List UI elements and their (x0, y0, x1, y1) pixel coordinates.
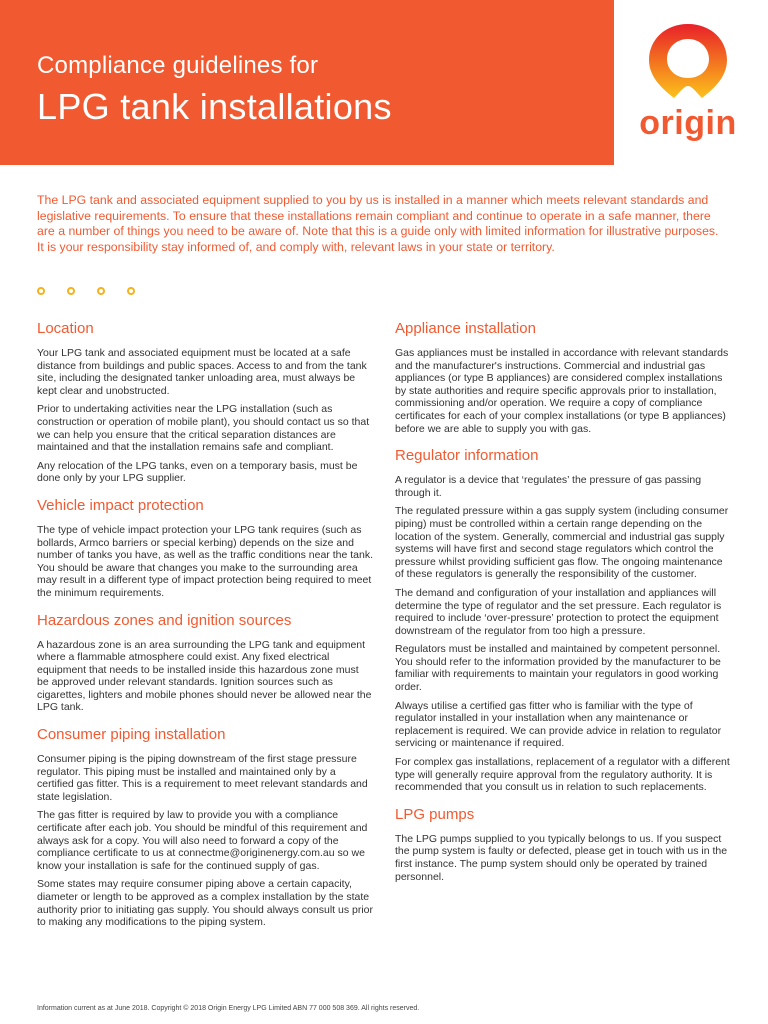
section-heading: Vehicle impact protection (37, 496, 204, 514)
dot-icon (97, 287, 105, 295)
section-heading: Appliance installation (395, 320, 536, 337)
section-heading: LPG pumps (395, 805, 475, 823)
dot-icon (127, 287, 135, 295)
logo-wordmark: origin (639, 104, 737, 142)
section-vehicle-impact (37, 497, 373, 600)
dot-icon (37, 287, 45, 295)
section-regulator-information (395, 447, 731, 794)
section-paragraph: A regulator is a device that ‘regulates’ the pressure of gas passing through it. (395, 474, 702, 499)
section-hazardous-zones (37, 612, 373, 715)
section-paragraph: Any relocation of the LPG tanks, even on a temporary basis, must be done only by your LPG supplier. (37, 459, 358, 485)
intro-paragraph: The LPG tank and associated equipment supplied to you by us is installed in a manner which meets relevant standards and legislative requirements. To ensure that these installations remain compliant and continue to operate in a safe manner, there are a number of things you need to be aware of. Note that this is a guide only with limited information for illustrative purposes. It is your responsibility stay informed of, and comply with, relevant laws in your state or territory. (37, 193, 719, 254)
origin-logo (628, 20, 760, 150)
right-column (395, 320, 731, 895)
section-location (37, 320, 373, 485)
section-paragraph: Consumer piping is the piping downstream of the first stage pressure regulator. This piping must be installed and maintained only by a certified gas fitter. This is a requirement to meet relevant standards and state legislation. (37, 753, 368, 803)
section-heading: Consumer piping installation (37, 726, 226, 744)
section-heading: Hazardous zones and ignition sources (37, 611, 292, 629)
section-paragraph: The demand and configuration of your installation and appliances will determine the type of regulator and the set pressure. Each regulator is required to include ‘over-pressure’ protection to protect the equipment downstream of the regulator from too high a pressure. (395, 586, 722, 637)
section-paragraph: The LPG pumps supplied to you typically belongs to us. If you suspect the pump system is faulty or defected, please get in touch with us in the first instance. The pump system should only be operated by trained personnel. (395, 832, 728, 883)
page-subtitle: Compliance guidelines for (37, 52, 319, 79)
section-consumer-piping (37, 726, 373, 929)
section-paragraph: For complex gas installations, replacement of a regulator with a different type will generally require approval from the regulatory authority. It is recommended that you consult us in relation to such replacements. (395, 756, 730, 794)
section-paragraph: Always utilise a certified gas fitter who is familiar with the type of regulator installed in your installation when any maintenance or replacement is required. We can provide advice in relation to regulator servicing or maintenance if required. (395, 699, 722, 750)
dot-icon (67, 287, 75, 295)
left-column (37, 320, 373, 941)
section-paragraph: The type of vehicle impact protection your LPG tank requires (such as bollards, Armco barriers or special kerbing) depends on the size and number of tanks you have, as well as the traffic conditions near the tank. You should be aware that changes you make to the surrounding area may result in a different type of impact protection being required to meet the minimum requirements. (37, 523, 373, 599)
section-paragraph: A hazardous zone is an area surrounding the LPG tank and equipment where a flammable atmosphere could exist. Any fixed electrical equipment that needs to be installed inside this hazardous zone must be approved under relevant standards. Ignition sources such as cigarettes, lighters and mobile phones should never be allowed near the LPG tank. (37, 638, 372, 714)
section-appliance-installation (395, 320, 731, 435)
section-lpg-pumps (395, 806, 731, 883)
origin-sun-icon (628, 20, 748, 106)
section-paragraph: Your LPG tank and associated equipment must be located at a safe distance from buildings and public spaces. Access to and from the tank site, including the designated tanker unloading area, must always be kept clear and unobstructed. (37, 347, 367, 397)
footer-copyright: Information current as at June 2018. Copyright © 2018 Origin Energy LPG Limited ABN 77 000 508 369. All rights reserved. (37, 1005, 420, 1012)
section-paragraph: The regulated pressure within a gas supply system (including consumer piping) must be controlled within a certain range depending on the location of the system. Generally, commercial and industrial gas supply systems will have first and second stage regulators which control the pressure whilst providing sufficient gas flow. The ongoing maintenance of these regulators is generally the responsibility of the customer. (395, 505, 729, 581)
section-paragraph: Gas appliances must be installed in accordance with relevant standards and the manufacturer's instructions. Commercial and industrial gas appliances (or type B appliances) are considered complex installations by state authorities and require specific approvals prior to installation, commissioning and/or operation. We require a copy of compliance certificates for each of your complex installations (or type B appliances) before we are able to supply you with gas. (395, 347, 729, 435)
section-paragraph: The gas fitter is required by law to provide you with a compliance certificate after each job. You should be mindful of this requirement and always ask for a copy. You will also need to forward a copy of the compliance certificate to us at connectme@originenergy.com.au so we know your installation is safe for the continued supply of gas. (37, 809, 368, 872)
page-title: LPG tank installations (37, 86, 392, 127)
section-heading: Location (37, 320, 94, 337)
section-heading: Regulator information (395, 447, 539, 465)
header-banner (0, 0, 614, 165)
section-paragraph: Prior to undertaking activities near the LPG installation (such as construction or operation of mobile plant), you should contact us so that we can help you ensure that the critical separation distances are maintained and that the installation remains safe and compliant. (37, 403, 370, 454)
section-paragraph: Regulators must be installed and maintained by competent personnel. You should refer to the information provided by the manufacturer to be familiar with requirements to maintain your regulators in good working order. (395, 643, 721, 694)
section-paragraph: Some states may require consumer piping above a certain capacity, diameter or length to be approved as a complex installation by the state authority prior to initiating gas supply. You should always consult us prior to making any modifications to the piping system. (37, 878, 373, 929)
